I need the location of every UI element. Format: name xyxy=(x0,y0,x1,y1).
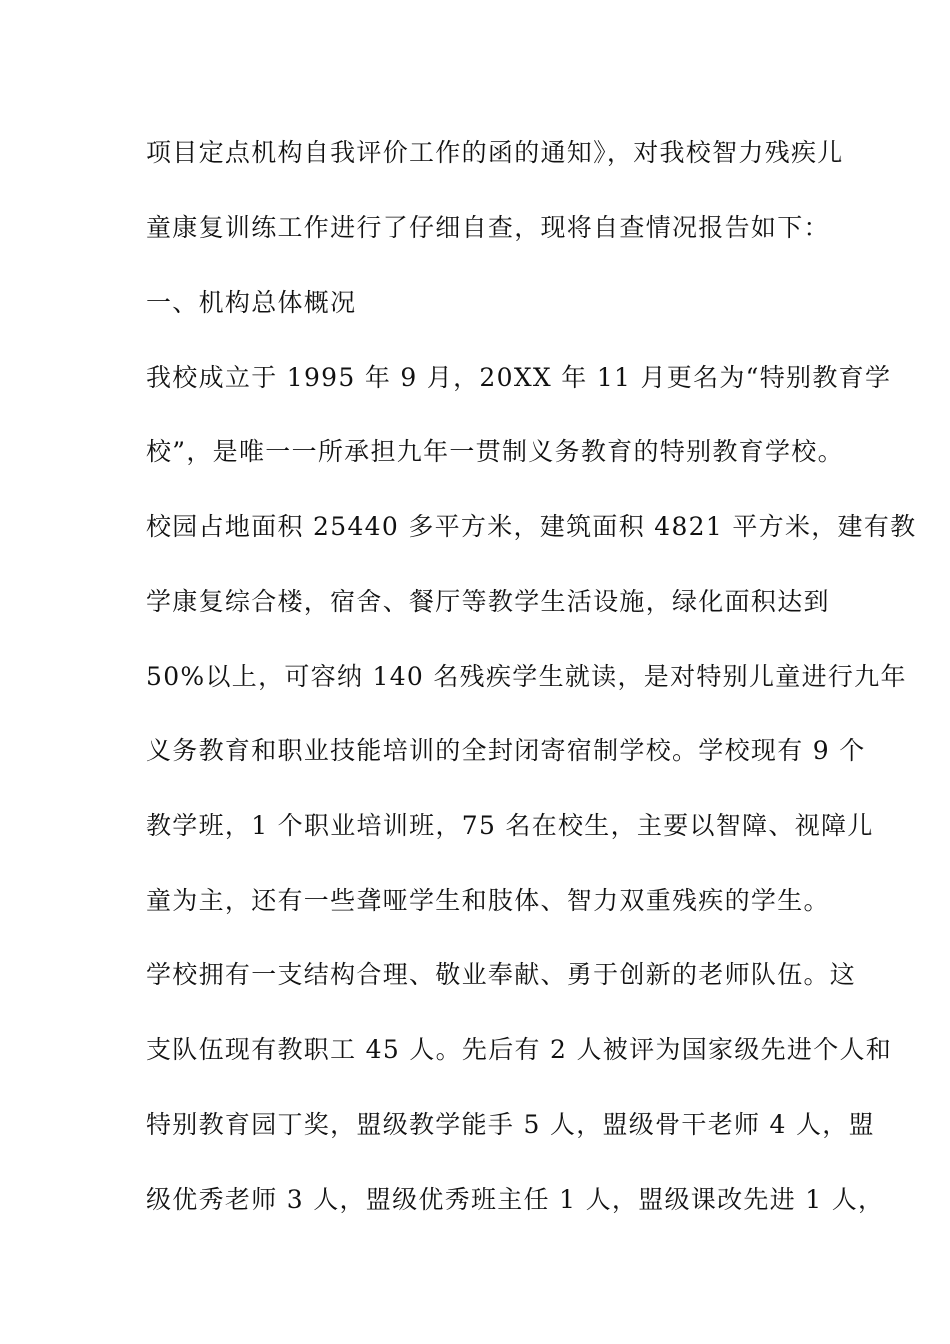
paragraph-line: 项目定点机构自我评价工作的函的通知》，对我校智力残疾儿 xyxy=(146,138,844,167)
paragraph-line: 童康复训练工作进行了仔细自查，现将自查情况报告如下： xyxy=(146,213,830,242)
section-heading: 一、机构总体概况 xyxy=(146,288,357,317)
paragraph-line: 教学班，1 个职业培训班，75 名在校生，主要以智障、视障儿 xyxy=(146,811,874,840)
paragraph-line: 级优秀老师 3 人，盟级优秀班主任 1 人，盟级课改先进 1 人， xyxy=(146,1185,885,1214)
paragraph-line: 校”，是唯一一所承担九年一贯制义务教育的特别教育学校。 xyxy=(146,437,844,466)
paragraph-line: 义务教育和职业技能培训的全封闭寄宿制学校。学校现有 9 个 xyxy=(146,736,866,765)
paragraph-line: 我校成立于 1995 年 9 月，20XX 年 11 月更名为“特别教育学 xyxy=(146,363,892,392)
paragraph-line: 童为主，还有一些聋哑学生和肢体、智力双重残疾的学生。 xyxy=(146,886,830,915)
paragraph-line: 支队伍现有教职工 45 人。先后有 2 人被评为国家级先进个人和 xyxy=(146,1035,893,1064)
paragraph-line: 校园占地面积 25440 多平方米，建筑面积 4821 平方米，建有教 xyxy=(146,512,917,541)
paragraph-line: 特别教育园丁奖，盟级教学能手 5 人，盟级骨干老师 4 人，盟 xyxy=(146,1110,875,1139)
paragraph-line: 学康复综合楼，宿舍、餐厅等教学生活设施，绿化面积达到 xyxy=(146,587,830,616)
paragraph-line: 学校拥有一支结构合理、敬业奉献、勇于创新的老师队伍。这 xyxy=(146,960,857,989)
paragraph-line: 50%以上，可容纳 140 名残疾学生就读，是对特别儿童进行九年 xyxy=(146,662,907,691)
